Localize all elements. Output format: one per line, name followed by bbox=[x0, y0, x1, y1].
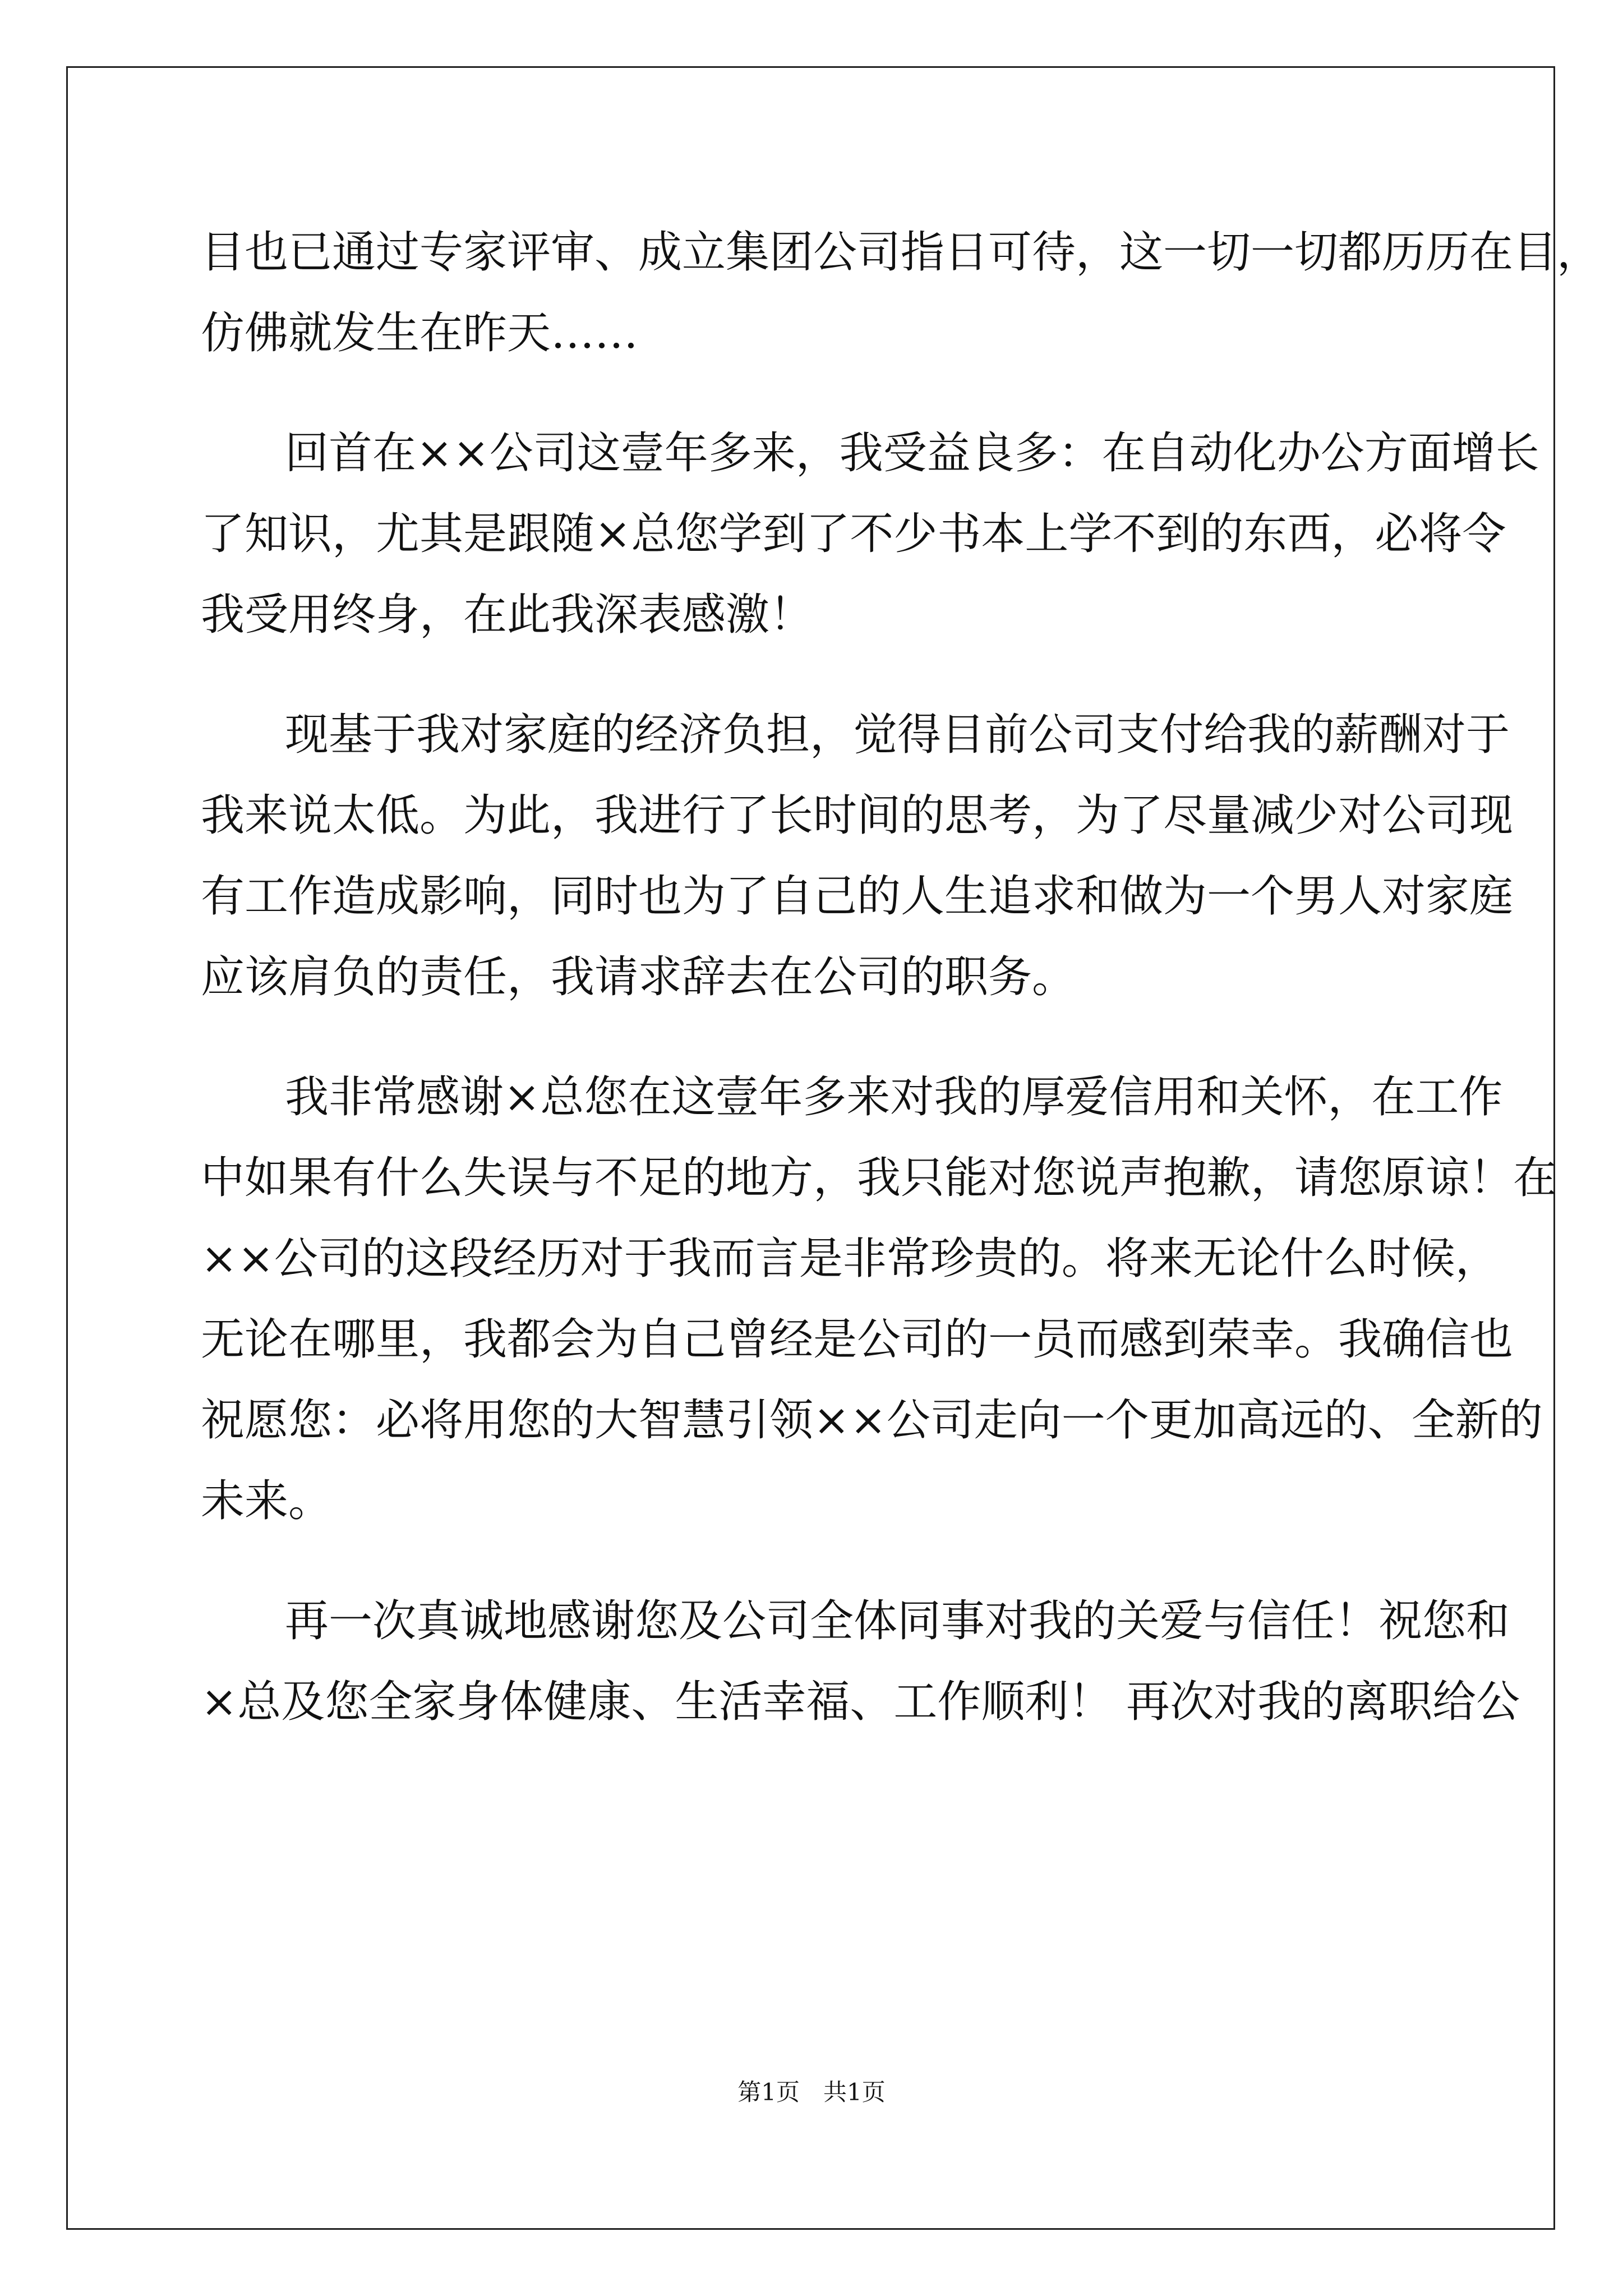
text-line: 中如果有什么失误与不足的地方，我只能对您说声抱歉，请您原谅！在 bbox=[201, 1153, 1557, 1203]
text-line: 仿佛就发生在昨天…… bbox=[201, 308, 639, 358]
text-line: 我受用终身，在此我深表感激！ bbox=[201, 590, 814, 640]
text-line: 回首在××公司这壹年多来，我受益良多：在自动化办公方面增长 bbox=[285, 428, 1539, 478]
paragraph bbox=[201, 212, 1601, 374]
text-line: ××公司的这段经历对于我而言是非常珍贵的。将来无论什么时候， bbox=[201, 1234, 1499, 1284]
paragraph bbox=[201, 1057, 1557, 1542]
document-body bbox=[201, 212, 1601, 1742]
text-line: 应该肩负的责任，我请求辞去在公司的职务。 bbox=[201, 952, 1076, 1002]
text-line: 了知识，尤其是跟随×总您学到了不少书本上学不到的东西，必将令 bbox=[201, 509, 1506, 559]
paragraph-gap bbox=[201, 374, 1423, 413]
text-line: 现基于我对家庭的经济负担，觉得目前公司支付给我的薪酬对于 bbox=[285, 710, 1510, 760]
text-line: 无论在哪里，我都会为自己曾经是公司的一员而感到荣幸。我确信也 bbox=[201, 1314, 1514, 1365]
text-line: 未来。 bbox=[201, 1476, 333, 1526]
page-footer: 第1页 共1页 bbox=[737, 2078, 886, 2106]
paragraph-gap bbox=[201, 1542, 1423, 1581]
paragraph bbox=[201, 413, 1539, 655]
text-line: 祝愿您：必将用您的大智慧引领××公司走向一个更加高远的、全新的 bbox=[201, 1395, 1543, 1446]
text-line: 再一次真诚地感谢您及公司全体同事对我的关爱与信任！祝您和 bbox=[285, 1596, 1510, 1646]
text-line: ×总及您全家身体健康、生活幸福、工作顺利！ 再次对我的离职给公 bbox=[201, 1677, 1520, 1727]
paragraph bbox=[201, 694, 1514, 1018]
text-line: 我来说太低。为此，我进行了长时间的思考，为了尽量减少对公司现 bbox=[201, 790, 1514, 841]
paragraph-gap bbox=[201, 1018, 1423, 1057]
text-line: 目也已通过专家评审、成立集团公司指日可待，这一切一切都历历在目， bbox=[201, 227, 1601, 278]
text-line: 我非常感谢×总您在这壹年多来对我的厚爱信用和关怀，在工作 bbox=[285, 1072, 1503, 1122]
text-line: 有工作造成影响，同时也为了自己的人生追求和做为一个男人对家庭 bbox=[201, 871, 1514, 922]
paragraph bbox=[201, 1581, 1520, 1742]
paragraph-gap bbox=[201, 655, 1423, 694]
